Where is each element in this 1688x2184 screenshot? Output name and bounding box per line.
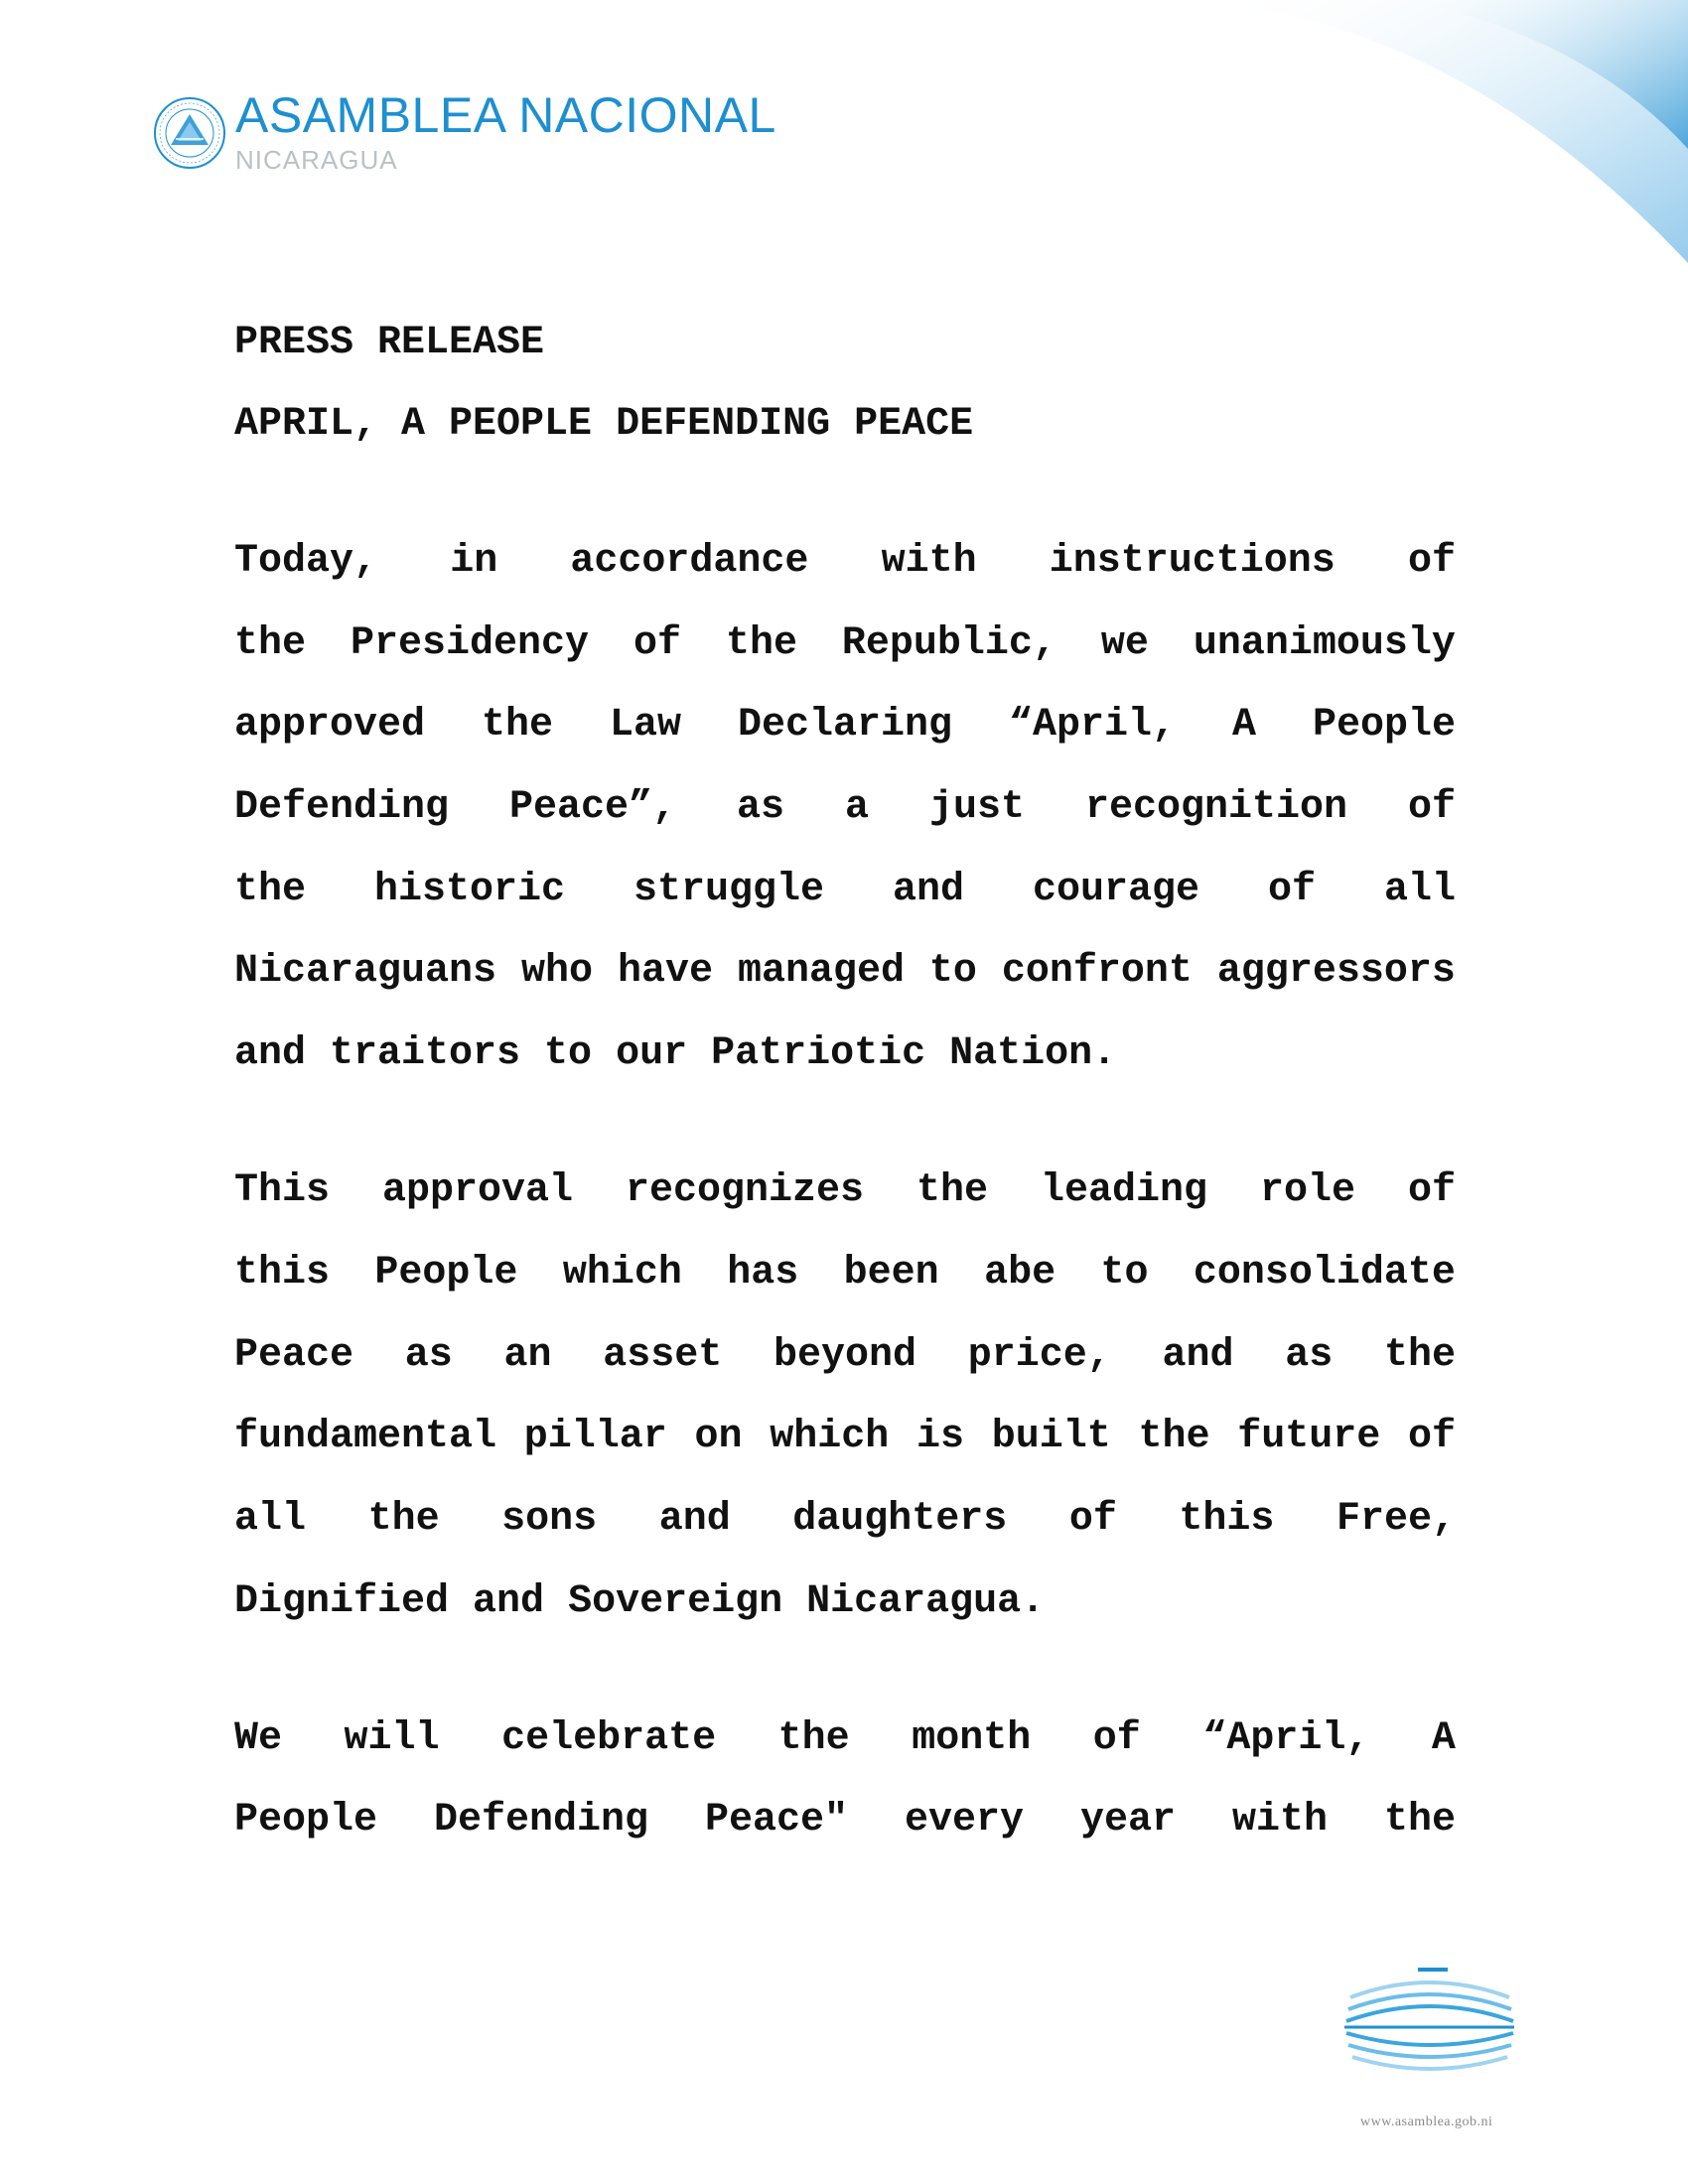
- word: and: [892, 867, 964, 912]
- word: price,: [967, 1332, 1111, 1378]
- word: to: [544, 1031, 593, 1077]
- word: month: [912, 1715, 1032, 1761]
- word: the: [234, 867, 307, 912]
- word: fundamental: [234, 1415, 497, 1460]
- word: which: [770, 1415, 890, 1460]
- org-name-block: [235, 87, 776, 175]
- word: daughters: [792, 1496, 1008, 1542]
- word: Defending: [234, 785, 450, 831]
- word: been: [843, 1250, 939, 1296]
- word: accordance: [570, 539, 809, 584]
- text-line: [234, 1163, 1456, 1219]
- text-line: [234, 780, 1456, 836]
- word: People: [234, 1798, 378, 1843]
- word: all: [1383, 867, 1456, 912]
- word: historic: [373, 867, 566, 912]
- word: future: [1237, 1415, 1381, 1460]
- word: an: [503, 1332, 552, 1378]
- word: asset: [603, 1332, 723, 1378]
- word: just: [928, 785, 1025, 831]
- word: as: [404, 1332, 453, 1378]
- word: Peace”,: [509, 785, 677, 831]
- nicaragua-seal-icon: [152, 95, 227, 171]
- word: as: [737, 785, 785, 831]
- word: which: [562, 1250, 682, 1296]
- word: has: [727, 1250, 799, 1296]
- word: every: [905, 1798, 1025, 1843]
- word: People: [374, 1250, 518, 1296]
- word: of: [1068, 1496, 1117, 1542]
- word: People: [1312, 703, 1456, 749]
- word: this: [234, 1250, 331, 1296]
- word: abe: [984, 1250, 1056, 1296]
- word: built: [991, 1415, 1111, 1460]
- word: of: [1407, 1415, 1456, 1460]
- word: Declaring: [737, 703, 953, 749]
- word: have: [617, 949, 713, 995]
- word: we: [1100, 620, 1149, 666]
- word: Peace": [705, 1798, 849, 1843]
- word: “April,: [1008, 703, 1177, 749]
- word: with: [1232, 1798, 1329, 1843]
- word: approved: [234, 703, 426, 749]
- word: our: [616, 1031, 688, 1077]
- word: will: [344, 1715, 440, 1761]
- word: a: [845, 785, 870, 831]
- word: confront: [1001, 949, 1193, 995]
- word: This: [234, 1168, 331, 1214]
- word: beyond: [773, 1332, 916, 1378]
- paragraph: [234, 534, 1456, 1082]
- word: of: [633, 620, 681, 666]
- word: the: [482, 703, 554, 749]
- word: to: [928, 949, 977, 995]
- word: in: [450, 539, 498, 584]
- word: to: [1100, 1250, 1149, 1296]
- word: who: [521, 949, 594, 995]
- word: the: [777, 1715, 850, 1761]
- word: struggle: [633, 867, 825, 912]
- word: is: [916, 1415, 965, 1460]
- corner-swoosh-decoration: [1132, 0, 1688, 268]
- header: [152, 87, 776, 175]
- word: traitors: [330, 1031, 521, 1077]
- word: Defending: [434, 1798, 649, 1843]
- word: and: [234, 1031, 307, 1077]
- word: this: [1179, 1496, 1275, 1542]
- text-line: [234, 1328, 1456, 1384]
- text-line: [234, 698, 1456, 753]
- word: year: [1080, 1798, 1177, 1843]
- word: aggressors: [1216, 949, 1456, 995]
- word: Peace: [234, 1332, 354, 1378]
- word: the: [1383, 1332, 1456, 1378]
- text-line: [234, 1246, 1456, 1301]
- paragraph: [234, 1163, 1456, 1629]
- text-line: [234, 1492, 1456, 1548]
- word: courage: [1032, 867, 1199, 912]
- word: instructions: [1049, 539, 1336, 584]
- word: “April,: [1202, 1715, 1370, 1761]
- assembly-chamber-logo-icon: [1340, 1968, 1514, 2087]
- footer-url: www.asamblea.gob.ni: [1360, 2115, 1493, 2129]
- word: Nicaraguans: [234, 949, 497, 995]
- word: as: [1285, 1332, 1334, 1378]
- word: Sovereign: [568, 1578, 783, 1624]
- org-country: NICARAGUA: [235, 145, 398, 175]
- word: and: [658, 1496, 731, 1542]
- text-line: [234, 863, 1456, 918]
- text-line: [234, 1574, 1456, 1630]
- word: recognition: [1084, 785, 1348, 831]
- text-line: [234, 1793, 1456, 1848]
- word: the: [367, 1496, 440, 1542]
- word: with: [881, 539, 977, 584]
- word: and: [473, 1578, 545, 1624]
- word: consolidate: [1193, 1250, 1456, 1296]
- word: of: [1267, 867, 1316, 912]
- text-line: [234, 1410, 1456, 1465]
- paragraph: [234, 1711, 1456, 1849]
- word: leading: [1040, 1168, 1208, 1214]
- word: the: [725, 620, 797, 666]
- word: of: [1407, 1168, 1456, 1214]
- text-line: [234, 616, 1456, 672]
- press-release-title: APRIL, A PEOPLE DEFENDING PEACE: [234, 402, 974, 447]
- word: the: [916, 1168, 989, 1214]
- word: all: [234, 1496, 307, 1542]
- press-release-label: PRESS RELEASE: [234, 321, 545, 365]
- press-release-body: [234, 316, 1456, 1930]
- word: Dignified: [234, 1578, 450, 1624]
- word: the: [1383, 1798, 1456, 1843]
- word: role: [1259, 1168, 1355, 1214]
- word: recognizes: [625, 1168, 865, 1214]
- text-line: [234, 944, 1456, 1000]
- word: pillar: [523, 1415, 667, 1460]
- word: and: [1162, 1332, 1234, 1378]
- text-line: [234, 534, 1456, 590]
- word: of: [1407, 539, 1456, 584]
- word: celebrate: [501, 1715, 717, 1761]
- word: Nation.: [949, 1031, 1117, 1077]
- word: We: [234, 1715, 283, 1761]
- word: approval: [381, 1168, 574, 1214]
- word: Law: [609, 703, 681, 749]
- org-name: ASAMBLEA NACIONAL: [235, 87, 776, 143]
- word: managed: [737, 949, 905, 995]
- word: the: [234, 620, 307, 666]
- word: Today,: [234, 539, 378, 584]
- word: A: [1231, 703, 1256, 749]
- paragraphs: [234, 534, 1456, 1848]
- word: Presidency: [350, 620, 590, 666]
- word: on: [694, 1415, 743, 1460]
- text-line: [234, 1711, 1456, 1767]
- word: Nicaragua.: [806, 1578, 1046, 1624]
- word: Republic,: [841, 620, 1056, 666]
- word: of: [1092, 1715, 1141, 1761]
- word: A: [1431, 1715, 1456, 1761]
- word: the: [1138, 1415, 1210, 1460]
- word: Patriotic: [711, 1031, 926, 1077]
- word: unanimously: [1193, 620, 1456, 666]
- word: sons: [501, 1496, 598, 1542]
- word: of: [1407, 785, 1456, 831]
- text-line: [234, 1026, 1456, 1082]
- word: Free,: [1336, 1496, 1456, 1542]
